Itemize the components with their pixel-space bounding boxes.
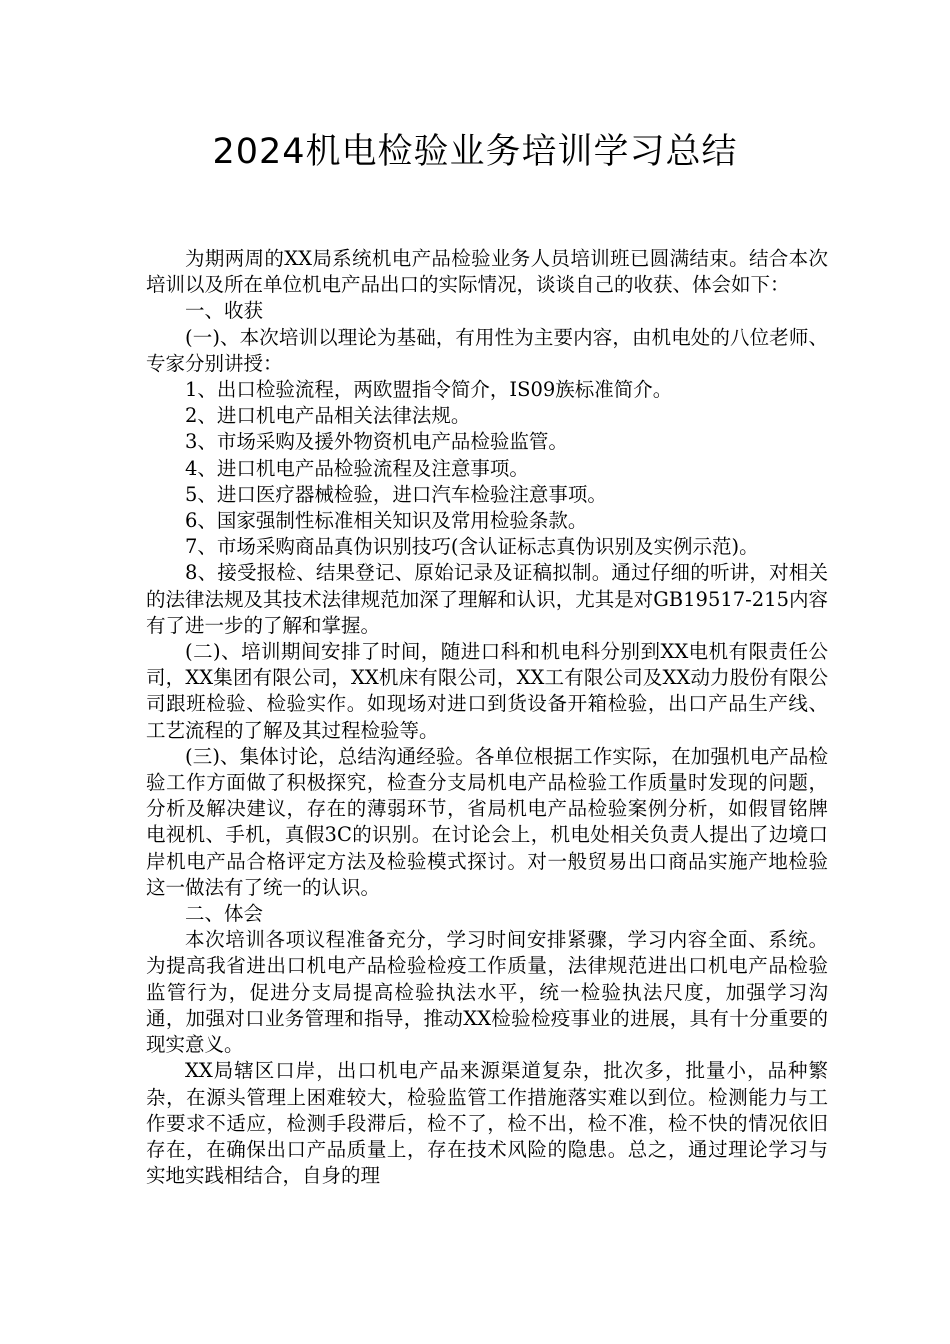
list-item-6: 6、国家强制性标准相关知识及常用检验条款。	[185, 509, 588, 533]
document-body	[146, 246, 828, 1189]
paragraph-gains-1: (一)、本次培训以理论为基础，有用性为主要内容，由机电处的八位老师、专家分别讲授：	[146, 325, 828, 375]
paragraph-experience-1: 本次培训各项议程准备充分，学习时间安排紧骤，学习内容全面、系统。为提高我省进出口机电产品检验检疫工作质量，法律规范进出口机电产品检验监管行为，促进分支局提高检验执法水平，统一检验执法尺度，加强学习沟通，加强对口业务管理和指导，推动XX检验检疫事业的进展，具有十分重要的现实意义。	[146, 928, 828, 1057]
list-item-3: 3、市场采购及援外物资机电产品检验监管。	[185, 430, 568, 454]
list-item-7: 7、市场采购商品真伪识别技巧(含认证标志真伪识别及实例示范)。	[185, 535, 759, 559]
list-item-2: 2、进口机电产品相关法律法规。	[185, 404, 471, 428]
paragraph-experience-2: XX局辖区口岸，出口机电产品来源渠道复杂，批次多，批量小，品种繁杂，在源头管理上困难较大，检验监管工作措施落实难以到位。检测能力与工作要求不适应，检测手段滞后，检不了，检不出，检不准，检不快的情况依旧存在，在确保出口产品质量上，存在技术风险的隐患。总之，通过理论学习与实地实践相结合，自身的理	[146, 1059, 828, 1188]
list-item-4: 4、进口机电产品检验流程及注意事项。	[185, 456, 529, 480]
list-item-8: 8、接受报检、结果登记、原始记录及证稿拟制。通过仔细的听讲，对相关的法律法规及其技术法律规范加深了理解和认识，尤其是对GB19517-215内容有了进一步的了解和掌握。	[146, 561, 828, 637]
heading-experience: 二、体会	[185, 902, 264, 926]
paragraph-gains-3: (三)、集体讨论，总结沟通经验。各单位根据工作实际，在加强机电产品检验工作方面做了积极探究，检查分支局机电产品检验工作质量时发现的问题，分析及解决建议，存在的薄弱环节，省局机电产品检验案例分析，如假冒铭牌电视机、手机，真假3C的识别。在讨论会上，机电处相关负责人提出了边境口岸机电产品合格评定方法及检验模式探讨。对一般贸易出口商品实施产地检验这一做法有了统一的认识。	[146, 744, 828, 899]
paragraph-intro: 为期两周的XX局系统机电产品检验业务人员培训班已圆满结束。结合本次培训以及所在单位机电产品出口的实际情况，谈谈自己的收获、体会如下：	[146, 247, 828, 297]
list-item-1: 1、出口检验流程，两欧盟指令简介，IS09族标准简介。	[185, 378, 673, 402]
document-title: 2024机电检验业务培训学习总结	[212, 132, 738, 172]
list-item-5: 5、进口医疗器械检验，进口汽车检验注意事项。	[185, 482, 607, 506]
heading-gains: 一、收获	[185, 299, 264, 323]
paragraph-gains-2: (二)、培训期间安排了时间，随进口科和机电科分别到XX电机有限责任公司，XX集团有限公司，XX机床有限公司，XX工有限公司及XX动力股份有限公司跟班检验、检验实作。如现场对进口到货设备开箱检验，出口产品生产线、工艺流程的了解及其过程检验等。	[146, 640, 828, 742]
